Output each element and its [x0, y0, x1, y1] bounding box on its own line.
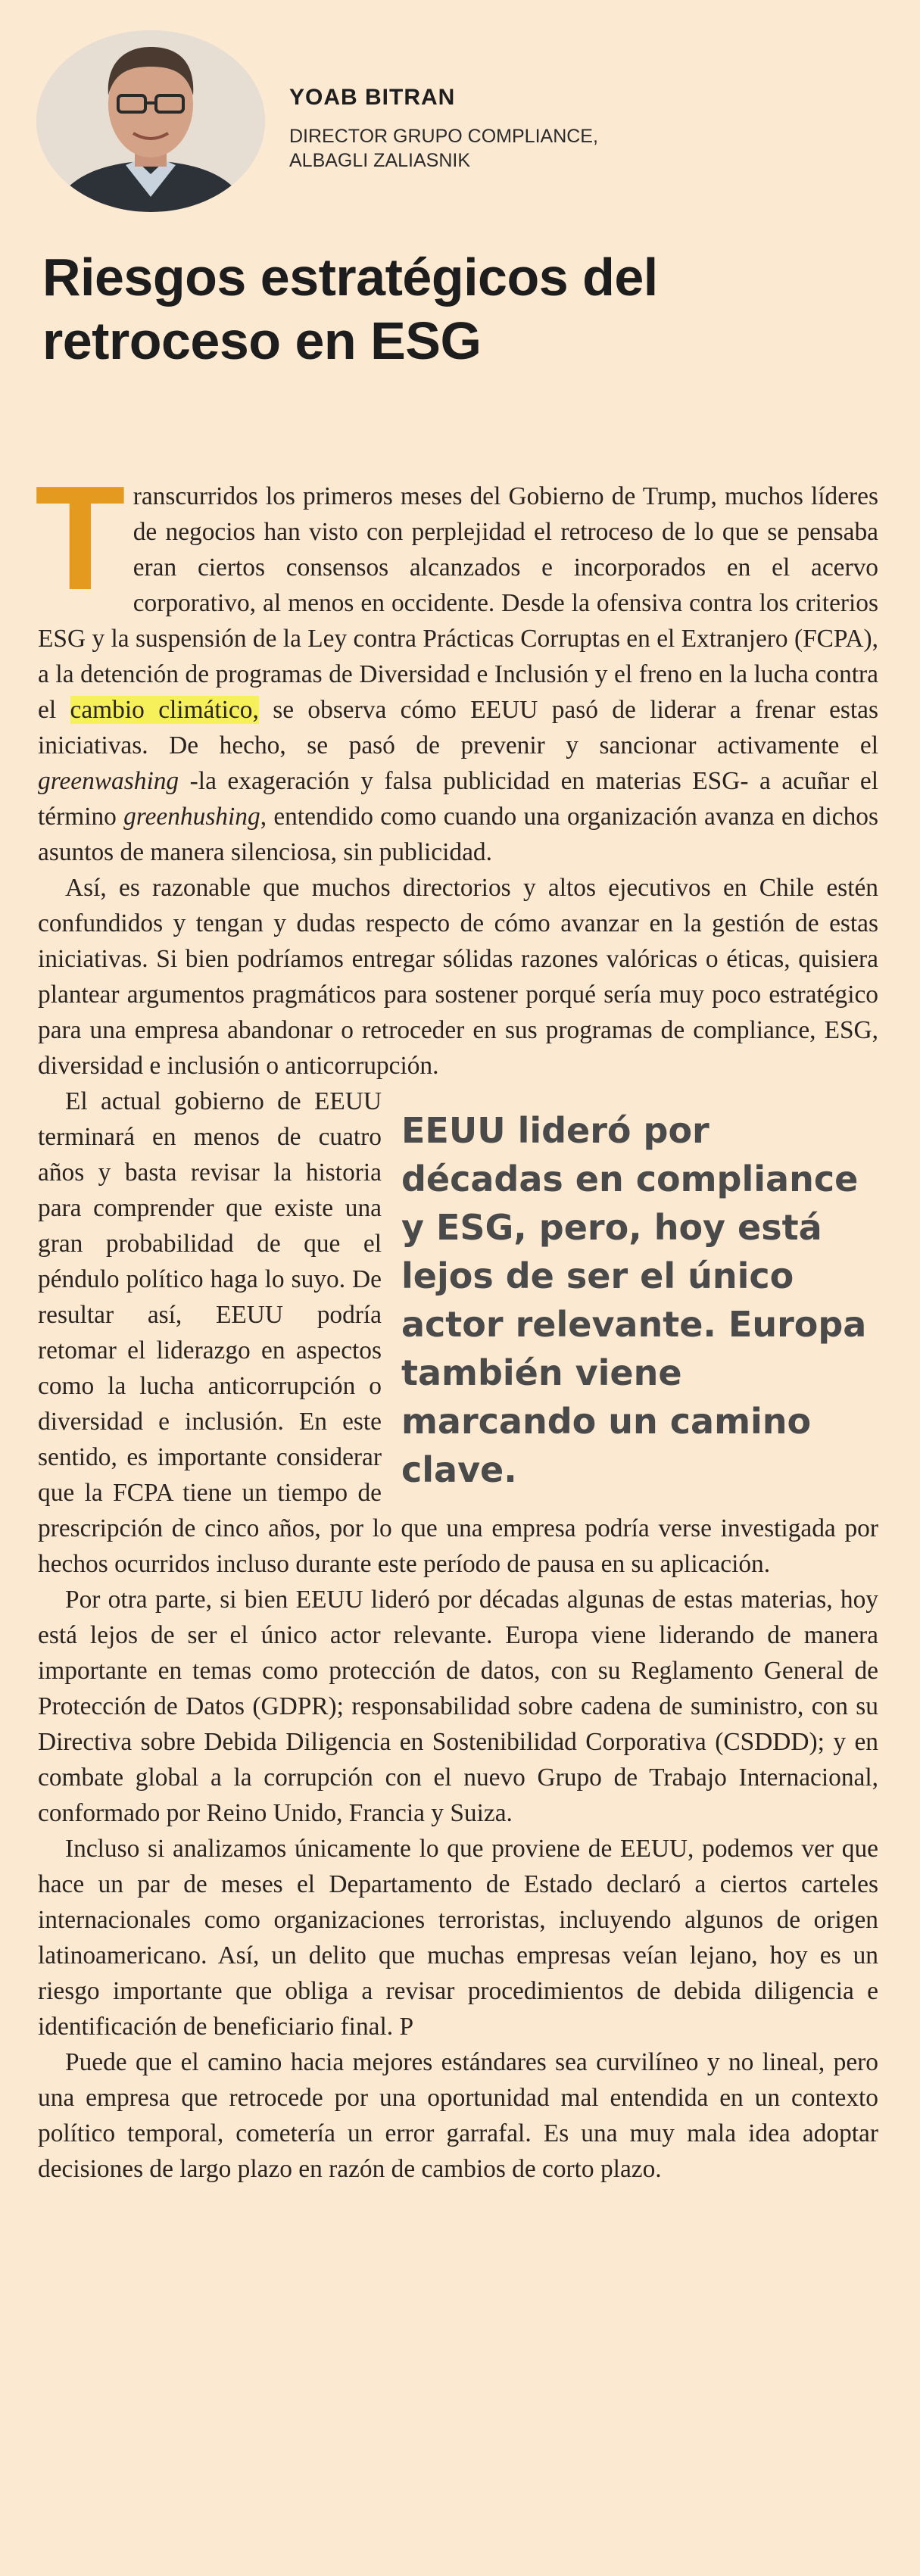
article-body [35, 455, 879, 2187]
avatar [36, 30, 265, 212]
paragraph-6: Puede que el camino hacia mejores estándares sea curvilíneo y no lineal, pero una empresa que retrocede por una oportunidad mal entendida en un contexto político temporal, cometería un error garrafal. Es una muy mala idea adoptar decisiones de largo plazo en razón de cambios de corto plazo. [38, 2048, 878, 2183]
author-photo [36, 30, 265, 212]
paragraph-4: Por otra parte, si bien EEUU lideró por décadas algunas de estas materias, hoy está lejos de ser el único actor relevante. Europa viene liderando de manera importante en temas como protección de datos, con su Reglamento General de Protección de Datos (GDPR); responsabilidad sobre cadena de suministro, con su Directiva sobre Debida Diligencia en Sostenibilidad Corporativa (CSDDD); y en combate global a la corrupción con el nuevo Grupo de Trabajo Internacional, conformado por Reino Unido, Francia y Suiza. [38, 1586, 878, 1827]
paragraph-1: Transcurridos los primeros meses del Gobierno de Trump, muchos líderes de negocios han visto con perplejidad el retroceso de lo que se pensaba eran ciertos consensos alcanzados e incorporados en el acervo corporativo, al menos en occidente. Desde la ofensiva contra los criterios ESG y la suspensión de la Ley contra Prácticas Corruptas en el Extranjero (FCPA), a la detención de programas de Diversidad e Inclusión y el freno en la lucha contra el cambio climático, se observa cómo EEUU pasó de liderar a frenar estas iniciativas. De hecho, se pasó de prevenir y sancionar activamente el greenwashing -la exageración y falsa publicidad en materias ESG- a acuñar el término greenhushing, entendido como cuando una organización avanza en dichos asuntos de manera silenciosa, sin publicidad. [35, 455, 879, 866]
pull-quote: EEUU lideró por décadas en compliance y ESG, pero, hoy está lejos de ser el único actor relevante. Europa también viene marcando un camino clave. [401, 1110, 867, 1490]
author-role: DIRECTOR GRUPO COMPLIANCE, ALBAGLI ZALIASNIK [289, 126, 598, 171]
drop-cap: T [35, 455, 126, 621]
highlighted-text: cambio climático, [70, 696, 259, 724]
paragraph-2: Así, es razonable que muchos directorios y altos ejecutivos en Chile estén confundidos y tengan y dudas respecto de cómo avanzar en la gestión de estas iniciativas. Si bien podríamos entregar sólidas razones valóricas o éticas, quisiera plantear argumentos pragmáticos para sostener porqué sería muy poco estratégico para una empresa abandonar o retroceder en sus programas de compliance, ESG, diversidad e inclusión o anticorrupción. [38, 874, 878, 1080]
article-headline: Riesgos estratégicos del retroceso en ESG [42, 248, 658, 370]
author-name: YOAB BITRAN [289, 85, 456, 110]
paragraph-3: EEUU lideró por décadas en compliance y ESG, pero, hoy está lejos de ser el único actor relevante. Europa también viene marcando un camino clave. El actual gobierno de EEUU terminará en menos de cuatro años y basta revisar la historia para comprender que existe una gran probabilidad de que el péndulo político haga lo suyo. De resultar así, EEUU podría retomar el liderazgo en aspectos como la lucha anticorrupción o diversidad e inclusión. En este sentido, es importante considerar que la FCPA tiene un tiempo de prescripción de cinco años, por lo que una empresa podría verse investigada por hechos ocurridos incluso durante este período de pausa en su aplicación. [38, 1087, 878, 1578]
author-header [36, 30, 884, 212]
paragraph-5: Incluso si analizamos únicamente lo que proviene de EEUU, podemos ver que hace un par de meses el Departamento de Estado declaró a ciertos carteles internacionales como organizaciones terroristas, incluyendo algunos de origen latinoamericano. Así, un delito que muchas empresas veían lejano, hoy es un riesgo importante que obliga a revisar procedimientos de debida diligencia e identificación de beneficiario final. P [38, 1835, 878, 2041]
